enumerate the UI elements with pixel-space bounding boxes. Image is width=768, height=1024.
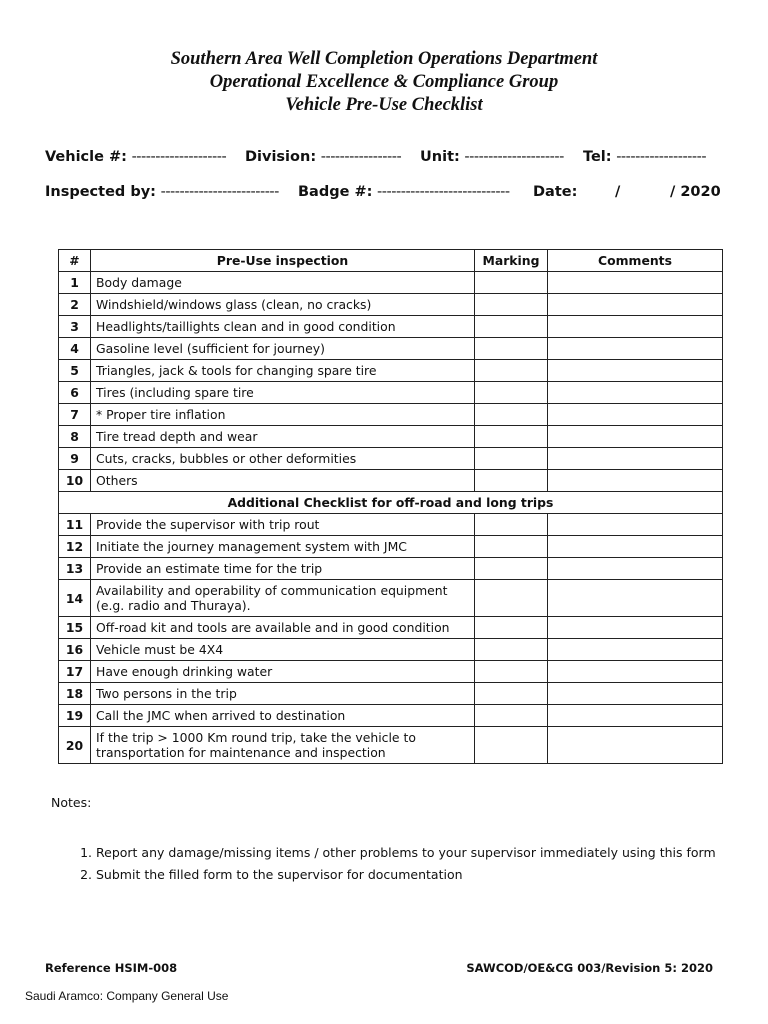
comments-cell[interactable] [548,448,723,470]
division-field[interactable]: ----------------- [320,149,402,165]
pre-use-checklist-table [58,249,723,764]
marking-cell[interactable] [475,316,548,338]
inspected-by-field[interactable]: ------------------------- [160,184,279,200]
checklist-row [59,683,723,705]
row-number: 12 [59,536,91,558]
inspection-item: Cuts, cracks, bubbles or other deformities [91,448,475,470]
inspected-by-label: Inspected by: [45,184,156,200]
inspection-item: Two persons in the trip [91,683,475,705]
inspection-item: Tire tread depth and wear [91,426,475,448]
comments-cell[interactable] [548,272,723,294]
row-number: 9 [59,448,91,470]
row-number: 17 [59,661,91,683]
inspection-item: Body damage [91,272,475,294]
row-number: 18 [59,683,91,705]
inspection-item: Vehicle must be 4X4 [91,639,475,661]
comments-cell[interactable] [548,639,723,661]
marking-cell[interactable] [475,360,548,382]
inspection-item: Gasoline level (sufficient for journey) [91,338,475,360]
additional-checklist-rows [59,514,723,764]
row-number: 20 [59,727,91,764]
comments-cell[interactable] [548,580,723,617]
row-number: 5 [59,360,91,382]
section-title: Additional Checklist for off-road and long trips [59,492,723,514]
checklist-row [59,382,723,404]
comments-cell[interactable] [548,360,723,382]
column-header-marking: Marking [475,250,548,272]
comments-cell[interactable] [548,727,723,764]
marking-cell[interactable] [475,580,548,617]
comments-cell[interactable] [548,661,723,683]
inspection-item: Initiate the journey management system with JMC [91,536,475,558]
document-code: SAWCOD/OE&CG 003/Revision 5: 2020 [466,961,713,975]
marking-cell[interactable] [475,448,548,470]
row-number: 19 [59,705,91,727]
checklist-row [59,705,723,727]
reference-code: Reference HSIM-008 [45,961,178,975]
inspection-item: If the trip > 1000 Km round trip, take the vehicle to transportation for maintenance and inspection [91,727,475,764]
checklist-row [59,514,723,536]
comments-cell[interactable] [548,426,723,448]
date-year[interactable]: / 2020 [670,184,721,200]
comments-cell[interactable] [548,294,723,316]
marking-cell[interactable] [475,294,548,316]
marking-cell[interactable] [475,617,548,639]
checklist-row [59,558,723,580]
inspection-item: Off-road kit and tools are available and in good condition [91,617,475,639]
marking-cell[interactable] [475,426,548,448]
comments-cell[interactable] [548,683,723,705]
inspection-item: Others [91,470,475,492]
row-number: 16 [59,639,91,661]
vehicle-label: Vehicle #: [45,149,127,165]
row-number: 10 [59,470,91,492]
marking-cell[interactable] [475,727,548,764]
checklist-row [59,316,723,338]
checklist-row [59,426,723,448]
row-number: 11 [59,514,91,536]
checklist-row [59,661,723,683]
checklist-row [59,536,723,558]
inspection-item: Windshield/windows glass (clean, no cracks) [91,294,475,316]
table-header-row [59,250,723,272]
marking-cell[interactable] [475,639,548,661]
tel-field[interactable]: ------------------- [616,149,707,165]
checklist-row [59,338,723,360]
note-item: 1. Report any damage/missing items / other problems to your supervisor immediately using this form [96,842,716,864]
note-item: 2. Submit the filled form to the supervisor for documentation [96,864,716,886]
badge-label: Badge #: [298,184,373,200]
unit-label: Unit: [420,149,460,165]
marking-cell[interactable] [475,558,548,580]
inspection-item: * Proper tire inflation [91,404,475,426]
marking-cell[interactable] [475,536,548,558]
marking-cell[interactable] [475,470,548,492]
checklist-row [59,727,723,764]
marking-cell[interactable] [475,338,548,360]
checklist-row [59,617,723,639]
comments-cell[interactable] [548,404,723,426]
notes-title: Notes: [51,795,92,810]
group-title: Operational Excellence & Compliance Group [209,72,559,92]
basic-checklist-rows [59,272,723,492]
notes-list [45,842,716,886]
checklist-title: Vehicle Pre-Use Checklist [285,95,483,115]
row-number: 14 [59,580,91,617]
vehicle-field[interactable]: -------------------- [131,149,227,165]
document-title-block [0,48,768,117]
checklist-row [59,404,723,426]
inspection-item: Have enough drinking water [91,661,475,683]
inspection-item: Call the JMC when arrived to destination [91,705,475,727]
department-title: Southern Area Well Completion Operations Department [170,49,598,69]
checklist-row [59,580,723,617]
section-header-row [59,492,723,514]
comments-cell[interactable] [548,617,723,639]
checklist-row [59,470,723,492]
marking-cell[interactable] [475,382,548,404]
checklist-row [59,272,723,294]
inspection-item: Headlights/taillights clean and in good condition [91,316,475,338]
inspection-item: Tires (including spare tire [91,382,475,404]
classification-label: Saudi Aramco: Company General Use [25,989,229,1003]
row-number: 6 [59,382,91,404]
comments-cell[interactable] [548,338,723,360]
comments-cell[interactable] [548,705,723,727]
column-header-number: # [59,250,91,272]
column-header-comments: Comments [548,250,723,272]
inspection-item: Triangles, jack & tools for changing spare tire [91,360,475,382]
row-number: 3 [59,316,91,338]
row-number: 13 [59,558,91,580]
badge-field[interactable]: ---------------------------- [377,184,510,200]
row-number: 7 [59,404,91,426]
comments-cell[interactable] [548,382,723,404]
marking-cell[interactable] [475,705,548,727]
unit-field[interactable]: --------------------- [464,149,564,165]
comments-cell[interactable] [548,470,723,492]
date-label: Date: [533,184,578,200]
comments-cell[interactable] [548,514,723,536]
division-label: Division: [245,149,317,165]
comments-cell[interactable] [548,558,723,580]
column-header-inspection: Pre-Use inspection [91,250,475,272]
row-number: 2 [59,294,91,316]
inspection-item: Provide an estimate time for the trip [91,558,475,580]
checklist-row [59,294,723,316]
checklist-row [59,448,723,470]
marking-cell[interactable] [475,661,548,683]
row-number: 15 [59,617,91,639]
row-number: 8 [59,426,91,448]
tel-label: Tel: [583,149,612,165]
checklist-row [59,360,723,382]
inspection-item: Provide the supervisor with trip rout [91,514,475,536]
row-number: 4 [59,338,91,360]
inspection-item: Availability and operability of communication equipment (e.g. radio and Thuraya). [91,580,475,617]
checklist-row [59,639,723,661]
marking-cell[interactable] [475,514,548,536]
marking-cell[interactable] [475,404,548,426]
row-number: 1 [59,272,91,294]
marking-cell[interactable] [475,683,548,705]
date-separator[interactable]: / [615,184,621,200]
comments-cell[interactable] [548,536,723,558]
comments-cell[interactable] [548,316,723,338]
marking-cell[interactable] [475,272,548,294]
